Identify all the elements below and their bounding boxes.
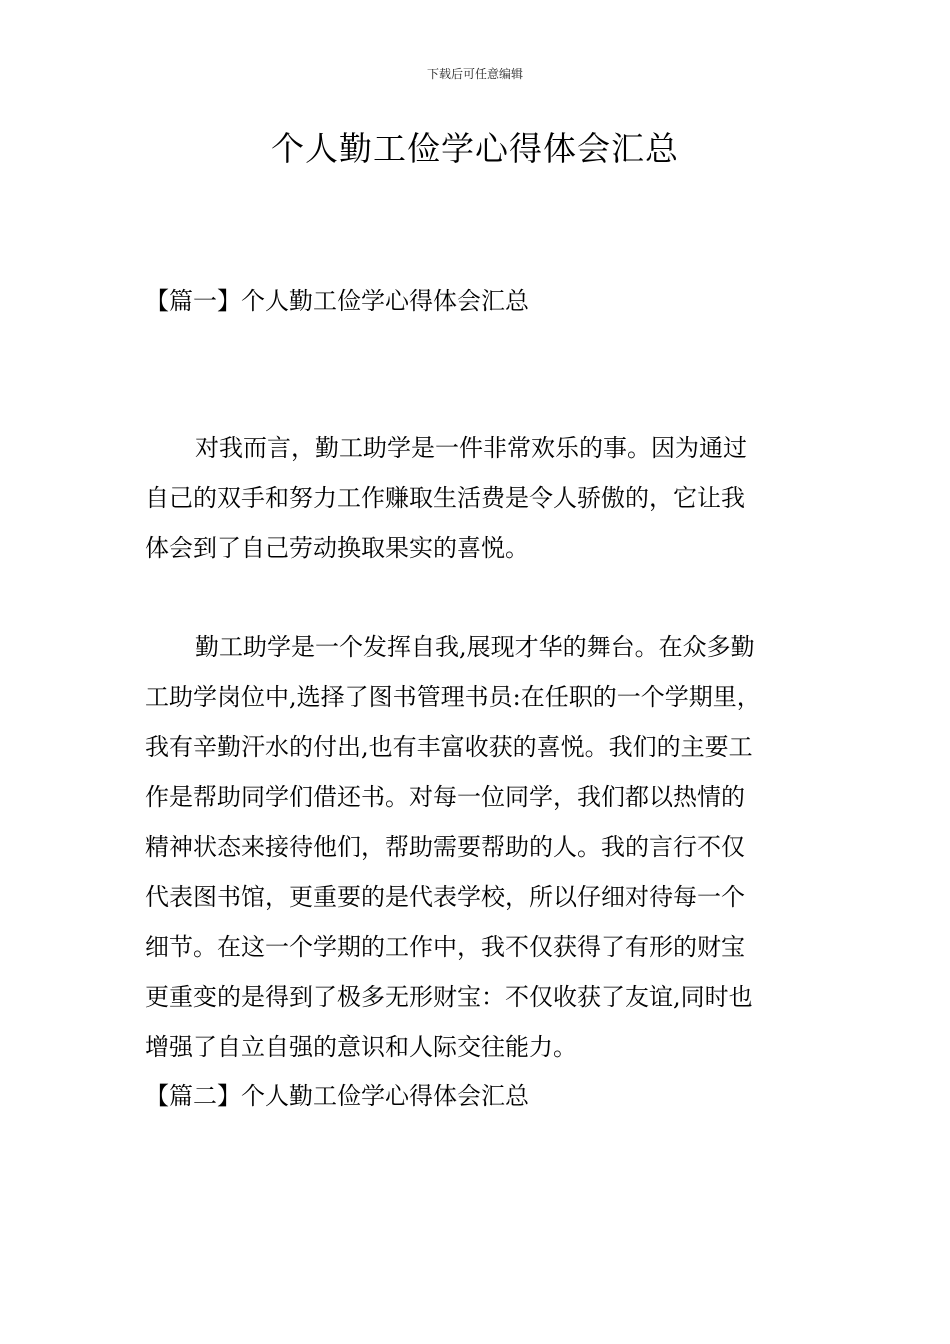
paragraph-line: 精神状态来接待他们，帮助需要帮助的人。我的言行不仅 — [145, 833, 745, 861]
paragraph-line: 勤工助学是一个发挥自我,展现才华的舞台。在众多勤 — [195, 633, 755, 661]
section-heading-1: 【篇一】个人勤工俭学心得体会汇总 — [145, 287, 529, 315]
paragraph-line: 代表图书馆，更重要的是代表学校，所以仔细对待每一个 — [145, 883, 745, 911]
paragraph-line: 作是帮助同学们借还书。对每一位同学，我们都以热情的 — [145, 783, 745, 811]
paragraph-1 — [145, 423, 810, 573]
paragraph-line: 体会到了自己劳动换取果实的喜悦。 — [145, 534, 529, 562]
section-heading-2: 【篇二】个人勤工俭学心得体会汇总 — [145, 1082, 529, 1110]
paragraph-2 — [145, 622, 810, 1072]
paragraph-line: 自己的双手和努力工作赚取生活费是令人骄傲的，它让我 — [145, 484, 745, 512]
document-title: 个人勤工俭学心得体会汇总 — [271, 129, 679, 168]
paragraph-line: 更重变的是得到了极多无形财宝：不仅收获了友谊,同时也 — [145, 983, 753, 1011]
paragraph-line: 我有辛勤汗水的付出,也有丰富收获的喜悦。我们的主要工 — [145, 733, 753, 761]
paragraph-line: 细节。在这一个学期的工作中，我不仅获得了有形的财宝 — [145, 933, 745, 961]
paragraph-line: 工助学岗位中,选择了图书管理书员:在任职的一个学期里， — [145, 683, 761, 711]
paragraph-line: 增强了自立自强的意识和人际交往能力。 — [145, 1033, 577, 1061]
paragraph-line: 对我而言，勤工助学是一件非常欢乐的事。因为通过 — [195, 434, 747, 462]
header-note: 下载后可任意编辑 — [426, 67, 523, 81]
